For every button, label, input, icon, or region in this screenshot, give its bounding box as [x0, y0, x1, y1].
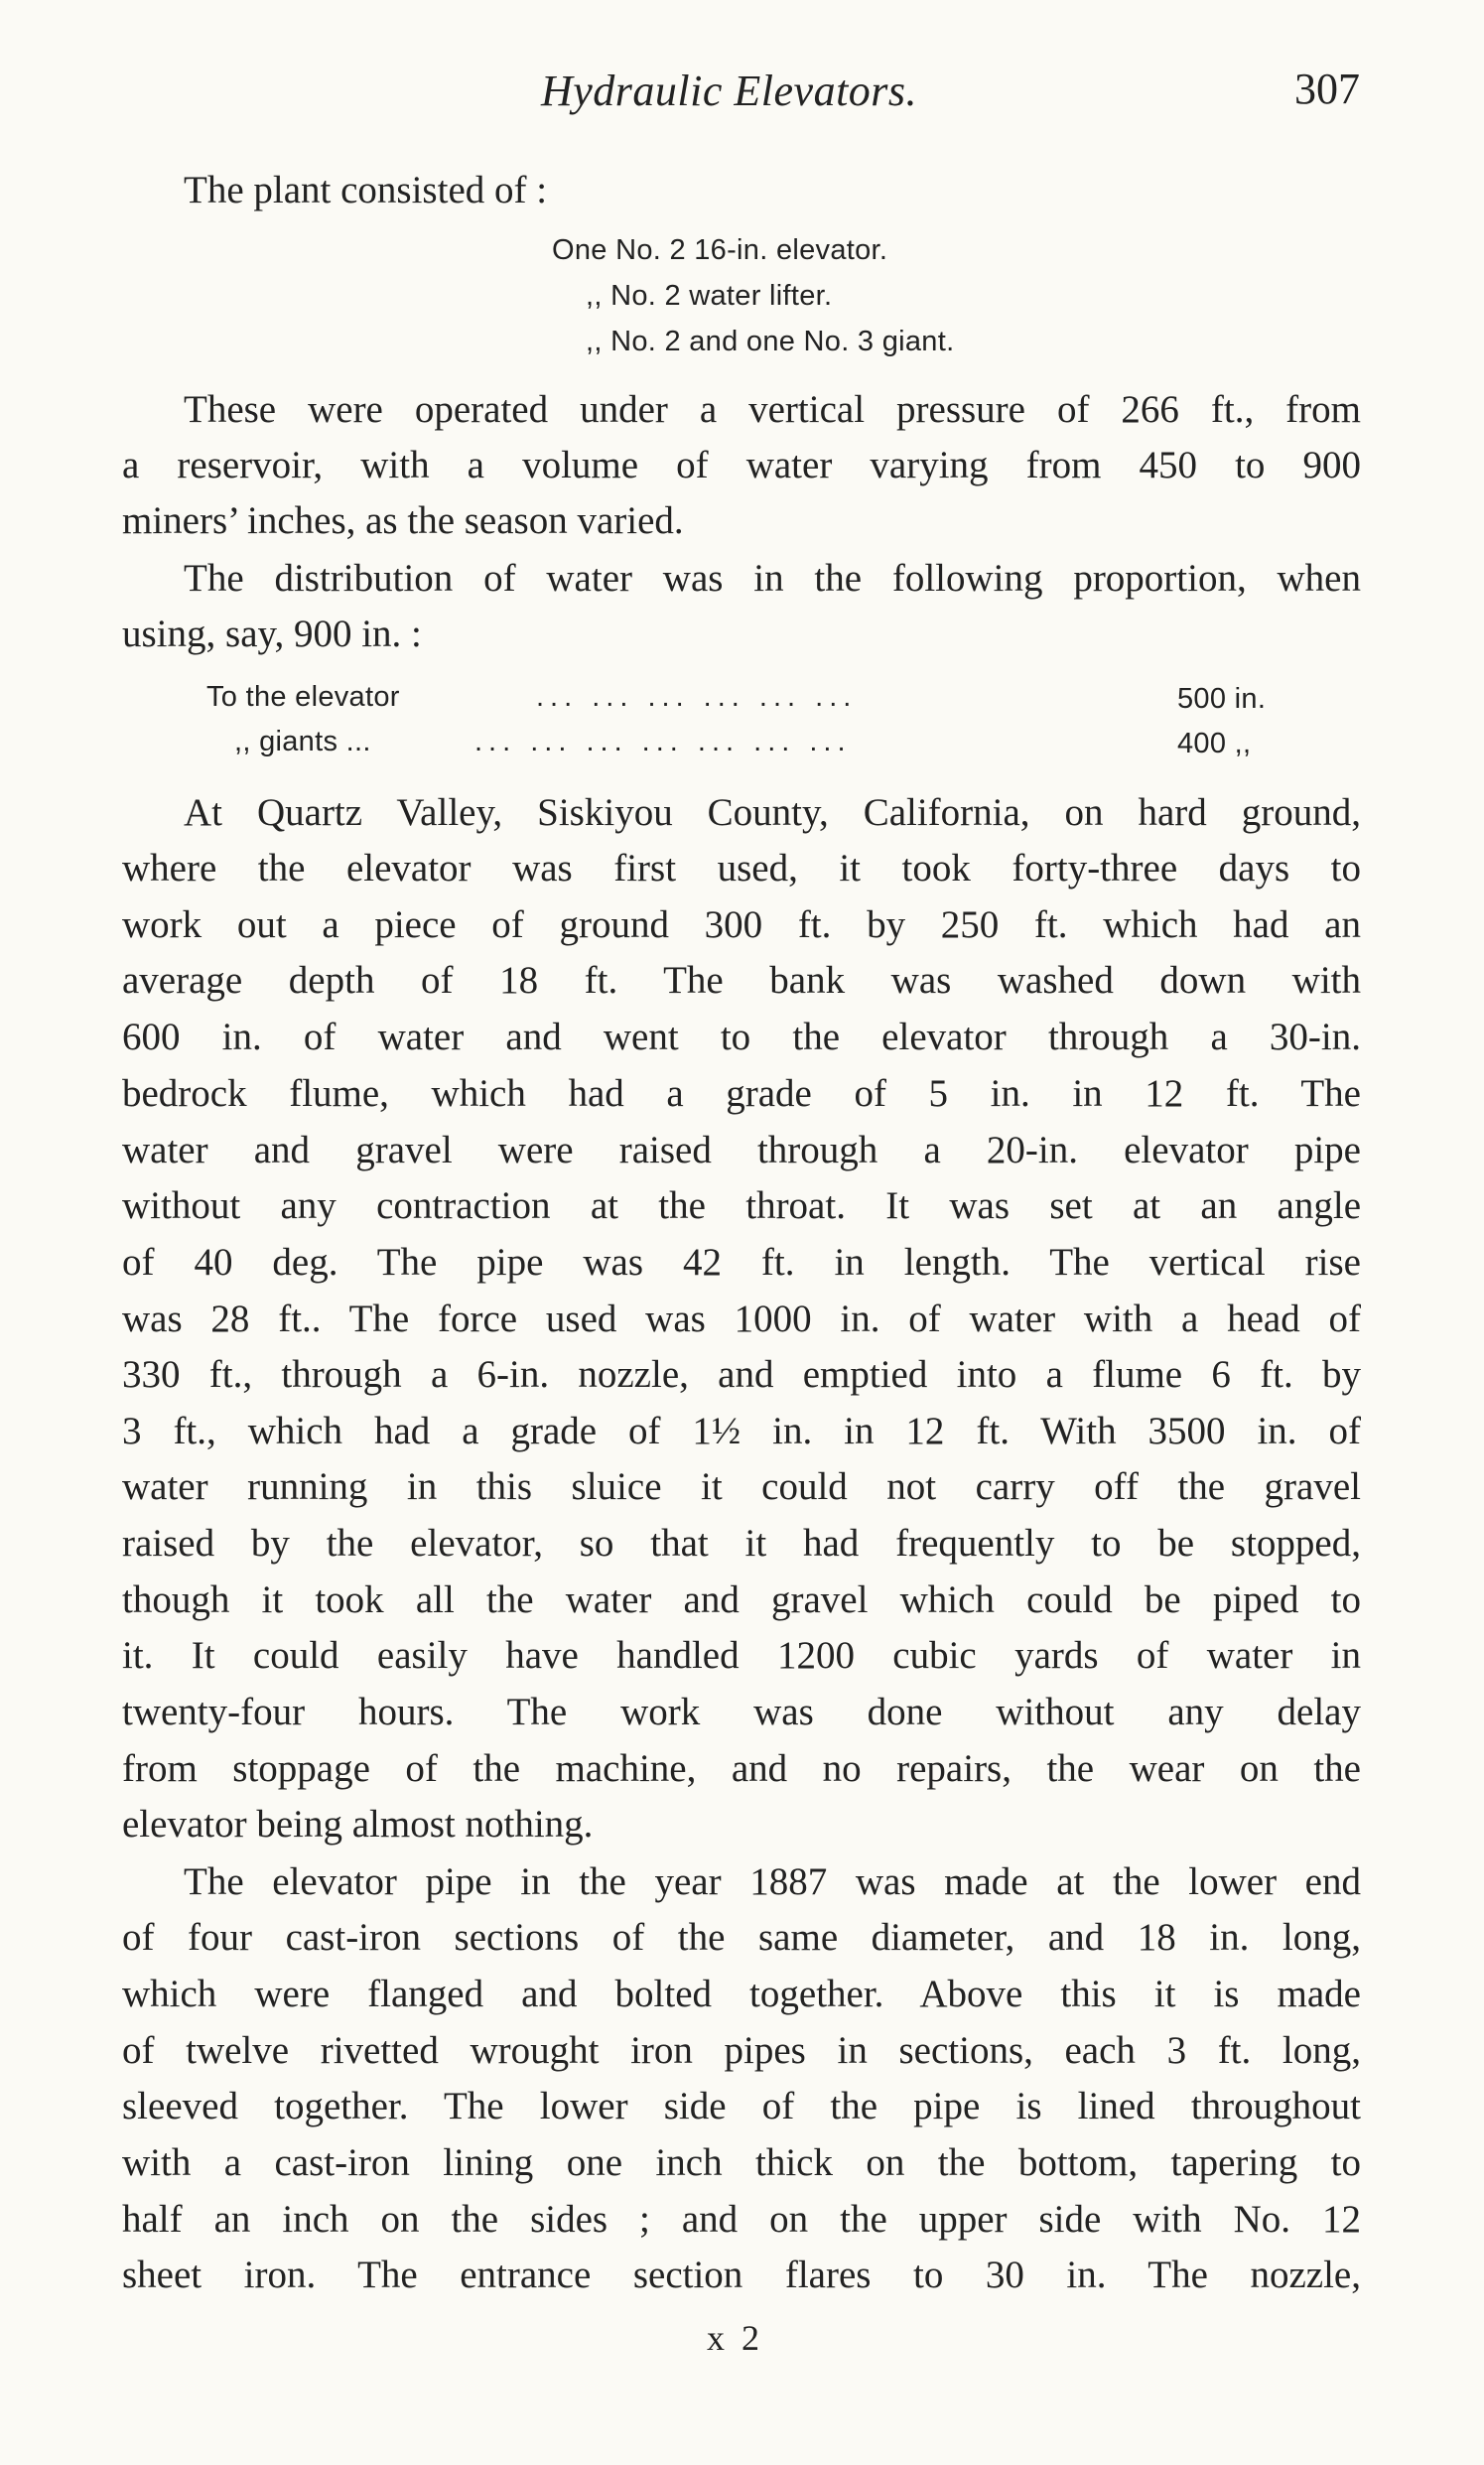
- distribution-label: ,, giants ...: [234, 726, 371, 757]
- paragraph-line: which were flanged and bolted together. Above this it is made: [122, 1973, 1361, 2015]
- distribution-label: To the elevator: [206, 681, 400, 713]
- paragraph-line: it. It could easily have handled 1200 cubic yards of water in: [122, 1634, 1361, 1677]
- paragraph-line: At Quartz Valley, Siskiyou County, California, on hard ground,: [184, 791, 1361, 834]
- paragraph-line: a reservoir, with a volume of water varying from 450 to 900: [122, 444, 1361, 486]
- paragraph-line: water and gravel were raised through a 20-in. elevator pipe: [122, 1129, 1361, 1171]
- running-header-title: Hydraulic Elevators.: [541, 67, 918, 115]
- paragraph-line: bedrock flume, which had a grade of 5 in. in 12 ft. The: [122, 1072, 1361, 1115]
- distribution-value: 500 in.: [1177, 683, 1267, 715]
- paragraph-line: 3 ft., which had a grade of 1½ in. in 12 ft. With 3500 in. of: [122, 1410, 1361, 1452]
- plant-list-item: One No. 2 16-in. elevator.: [552, 234, 888, 266]
- paragraph-line: work out a piece of ground 300 ft. by 250 ft. which had an: [122, 903, 1361, 946]
- plant-list-item: ,, No. 2 water lifter.: [586, 280, 833, 312]
- paragraph-line: from stoppage of the machine, and no repairs, the wear on the: [122, 1747, 1361, 1790]
- paragraph-line: 600 in. of water and went to the elevator through a 30-in.: [122, 1016, 1361, 1058]
- paragraph-line: though it took all the water and gravel which could be piped to: [122, 1578, 1361, 1621]
- distribution-value: 400 ,,: [1177, 728, 1252, 759]
- plant-list-item: ,, No. 2 and one No. 3 giant.: [586, 326, 955, 357]
- signature-mark: x 2: [707, 2318, 763, 2358]
- paragraph-line: twenty-four hours. The work was done without any delay: [122, 1691, 1361, 1733]
- paragraph-line: without any contraction at the throat. It was set at an angle: [122, 1184, 1361, 1227]
- paragraph-line: These were operated under a vertical pressure of 266 ft., from: [184, 388, 1361, 431]
- paragraph-line: sheet iron. The entrance section flares to 30 in. The nozzle,: [122, 2254, 1361, 2296]
- paragraph-line: of four cast-iron sections of the same diameter, and 18 in. long,: [122, 1916, 1361, 1959]
- intro-line: The plant consisted of :: [184, 169, 548, 211]
- paragraph-line: raised by the elevator, so that it had frequently to be stopped,: [122, 1522, 1361, 1565]
- paragraph-line: was 28 ft.. The force used was 1000 in. of water with a head of: [122, 1298, 1361, 1340]
- paragraph-line: elevator being almost nothing.: [122, 1803, 594, 1846]
- paragraph-line: average depth of 18 ft. The bank was washed down with: [122, 959, 1361, 1002]
- paragraph-line: The elevator pipe in the year 1887 was made at the lower end: [184, 1860, 1361, 1903]
- paragraph-line: The distribution of water was in the following proportion, when: [184, 557, 1361, 600]
- paragraph-line: where the elevator was first used, it took forty-three days to: [122, 847, 1361, 890]
- paragraph-line: sleeved together. The lower side of the pipe is lined throughout: [122, 2085, 1361, 2127]
- paragraph-line: using, say, 900 in. :: [122, 613, 422, 655]
- paragraph-line: of twelve rivetted wrought iron pipes in sections, each 3 ft. long,: [122, 2029, 1361, 2072]
- paragraph-line: 330 ft., through a 6-in. nozzle, and emptied into a flume 6 ft. by: [122, 1353, 1361, 1396]
- paragraph-line: with a cast-iron lining one inch thick on the bottom, tapering to: [122, 2141, 1361, 2184]
- distribution-leader: ... ... ... ... ... ... ...: [474, 726, 852, 757]
- paragraph-line: miners’ inches, as the season varied.: [122, 499, 684, 542]
- paragraph-line: of 40 deg. The pipe was 42 ft. in length. The vertical rise: [122, 1241, 1361, 1284]
- paragraph-line: water running in this sluice it could not carry off the gravel: [122, 1465, 1361, 1508]
- page-number: 307: [1294, 65, 1360, 113]
- paragraph-line: half an inch on the sides ; and on the upper side with No. 12: [122, 2198, 1361, 2241]
- distribution-leader: ... ... ... ... ... ...: [536, 681, 858, 713]
